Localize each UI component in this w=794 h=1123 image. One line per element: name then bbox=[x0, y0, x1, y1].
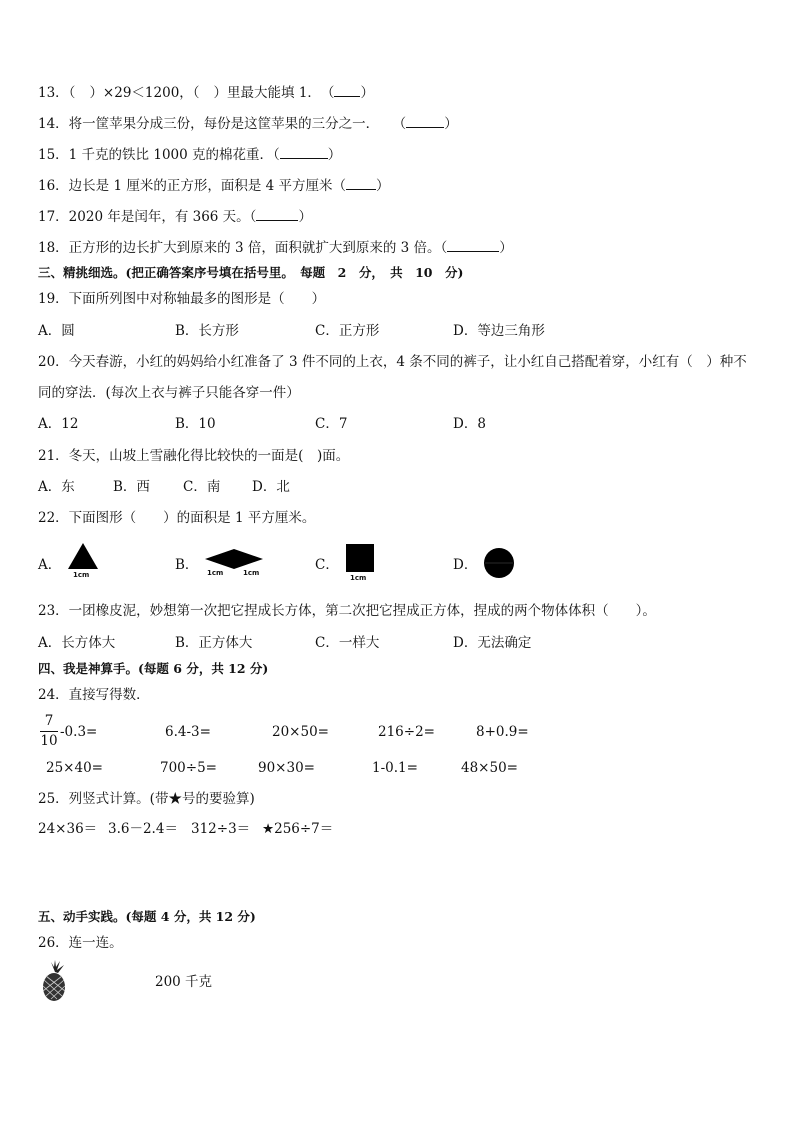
question-25: 25．列竖式计算。(带★号的要验算) bbox=[38, 791, 255, 807]
q23-option-d[interactable]: D．无法确定 bbox=[453, 635, 532, 651]
q21-option-a[interactable]: A．东 bbox=[38, 479, 75, 495]
rhombus-shape bbox=[203, 548, 265, 578]
question-15 bbox=[38, 145, 341, 164]
q18-close: ） bbox=[499, 240, 513, 256]
circle-shape bbox=[482, 547, 516, 581]
q14-text: 14．将一筐苹果分成三份，每份是这筐苹果的三分之一． （ bbox=[38, 116, 407, 132]
fraction-seven-tenths bbox=[38, 713, 60, 750]
calc-item: 216÷2= bbox=[378, 724, 435, 740]
q22-option-a[interactable]: A． bbox=[38, 557, 62, 573]
question-21: 21．冬天，山坡上雪融化得比较快的一面是( )面。 bbox=[38, 448, 350, 464]
question-23: 23．一团橡皮泥，妙想第一次把它捏成长方体，第二次把它捏成正方体，捏成的两个物体体积（ ）。 bbox=[38, 603, 656, 619]
section-5-heading: 五、动手实践。(每题 4 分，共 12 分) bbox=[38, 909, 256, 924]
vertical-calc-item: 3.6－2.4＝ bbox=[108, 821, 178, 837]
q13-text-b: ）×29＜1200，（ bbox=[89, 85, 200, 101]
rhombus-unit-label-right: 1cm bbox=[243, 569, 260, 577]
q14-close: ） bbox=[444, 116, 458, 132]
q21-option-b[interactable]: B．西 bbox=[113, 479, 150, 495]
answer-blank[interactable] bbox=[334, 83, 360, 97]
q17-text: 17．2020 年是闰年，有 366 天。（ bbox=[38, 209, 257, 225]
pineapple-icon bbox=[38, 960, 72, 1002]
square-shape bbox=[344, 543, 376, 585]
q22-option-c[interactable]: C． bbox=[315, 557, 339, 573]
answer-blank[interactable] bbox=[447, 238, 499, 252]
calc-item: 48×50= bbox=[461, 760, 518, 776]
vertical-calc-item: ★256÷7＝ bbox=[262, 821, 334, 837]
q21-option-c[interactable]: C．南 bbox=[183, 479, 221, 495]
calc-item: 25×40= bbox=[46, 760, 103, 776]
q23-option-c[interactable]: C．一样大 bbox=[315, 635, 380, 651]
vertical-calc-item: 312÷3＝ bbox=[191, 821, 251, 837]
calc-item: 700÷5= bbox=[160, 760, 217, 776]
answer-blank[interactable] bbox=[406, 114, 444, 128]
question-20-line-2: 同的穿法．(每次上衣与裤子只能各穿一件） bbox=[38, 385, 300, 401]
fraction-bar bbox=[40, 731, 58, 732]
q20-option-b[interactable]: B．10 bbox=[175, 416, 216, 432]
question-19: 19．下面所列图中对称轴最多的图形是（ ） bbox=[38, 291, 326, 307]
calc-item: 90×30= bbox=[258, 760, 315, 776]
q18-text: 18．正方形的边长扩大到原来的 3 倍，面积就扩大到原来的 3 倍。（ bbox=[38, 240, 448, 256]
section-4-heading: 四、我是神算手。(每题 6 分，共 12 分) bbox=[38, 661, 269, 676]
weight-label: 200 千克 bbox=[155, 974, 213, 990]
q22-option-b[interactable]: B． bbox=[175, 557, 199, 573]
q23-option-b[interactable]: B．正方体大 bbox=[175, 635, 253, 651]
question-17 bbox=[38, 207, 312, 226]
q23-option-a[interactable]: A．长方体大 bbox=[38, 635, 116, 651]
question-13 bbox=[38, 83, 374, 102]
q20-option-a[interactable]: A．12 bbox=[38, 416, 79, 432]
q13-close: ） bbox=[360, 85, 374, 101]
q15-text: 15．1 千克的铁比 1000 克的棉花重．（ bbox=[38, 147, 280, 163]
triangle-unit-label: 1cm bbox=[73, 571, 90, 579]
fraction-numerator: 7 bbox=[44, 713, 54, 729]
question-26: 26．连一连。 bbox=[38, 935, 123, 951]
question-18 bbox=[38, 238, 513, 257]
question-14 bbox=[38, 114, 458, 133]
question-20-line-1: 20．今天春游，小红的妈妈给小红准备了 3 件不同的上衣，4 条不同的裤子，让小红自己搭配着穿，小红有（ ）种不 bbox=[38, 354, 747, 370]
q13-text-c: ）里最大能填 1． （ bbox=[213, 85, 335, 101]
answer-blank[interactable] bbox=[346, 176, 376, 190]
question-24: 24．直接写得数． bbox=[38, 687, 150, 703]
question-22: 22．下面图形（ ）的面积是 1 平方厘米。 bbox=[38, 510, 316, 526]
calc-item: 6.4-3= bbox=[165, 724, 211, 740]
calc-item: 8+0.9= bbox=[476, 724, 529, 740]
q22-option-d[interactable]: D． bbox=[453, 557, 478, 573]
answer-blank[interactable] bbox=[280, 145, 328, 159]
calc-item: 20×50= bbox=[272, 724, 329, 740]
rhombus-unit-label-left: 1cm bbox=[207, 569, 224, 577]
q19-option-c[interactable]: C．正方形 bbox=[315, 323, 380, 339]
vertical-calc-item: 24×36＝ bbox=[38, 821, 98, 837]
q19-option-a[interactable]: A．圆 bbox=[38, 323, 75, 339]
q20-option-d[interactable]: D．8 bbox=[453, 416, 486, 432]
q17-close: ） bbox=[298, 209, 312, 225]
fraction-denominator: 10 bbox=[40, 733, 58, 749]
section-3-heading: 三、精挑细选。(把正确答案序号填在括号里。 每题 2 分， 共 10 分) bbox=[38, 265, 464, 280]
square-unit-label: 1cm bbox=[350, 574, 367, 582]
calc-item: -0.3= bbox=[60, 724, 98, 740]
calc-item: 1-0.1= bbox=[372, 760, 418, 776]
q16-close: ） bbox=[376, 178, 390, 194]
q21-option-d[interactable]: D．北 bbox=[252, 479, 290, 495]
q16-text: 16．边长是 1 厘米的正方形，面积是 4 平方厘米（ bbox=[38, 178, 347, 194]
q20-option-c[interactable]: C．7 bbox=[315, 416, 348, 432]
q13-text-a: 13．（ bbox=[38, 85, 76, 101]
q19-option-b[interactable]: B．长方形 bbox=[175, 323, 239, 339]
answer-blank[interactable] bbox=[256, 207, 298, 221]
q15-close: ） bbox=[327, 147, 342, 163]
question-16 bbox=[38, 176, 390, 195]
triangle-shape bbox=[66, 541, 100, 581]
q19-option-d[interactable]: D．等边三角形 bbox=[453, 323, 545, 339]
